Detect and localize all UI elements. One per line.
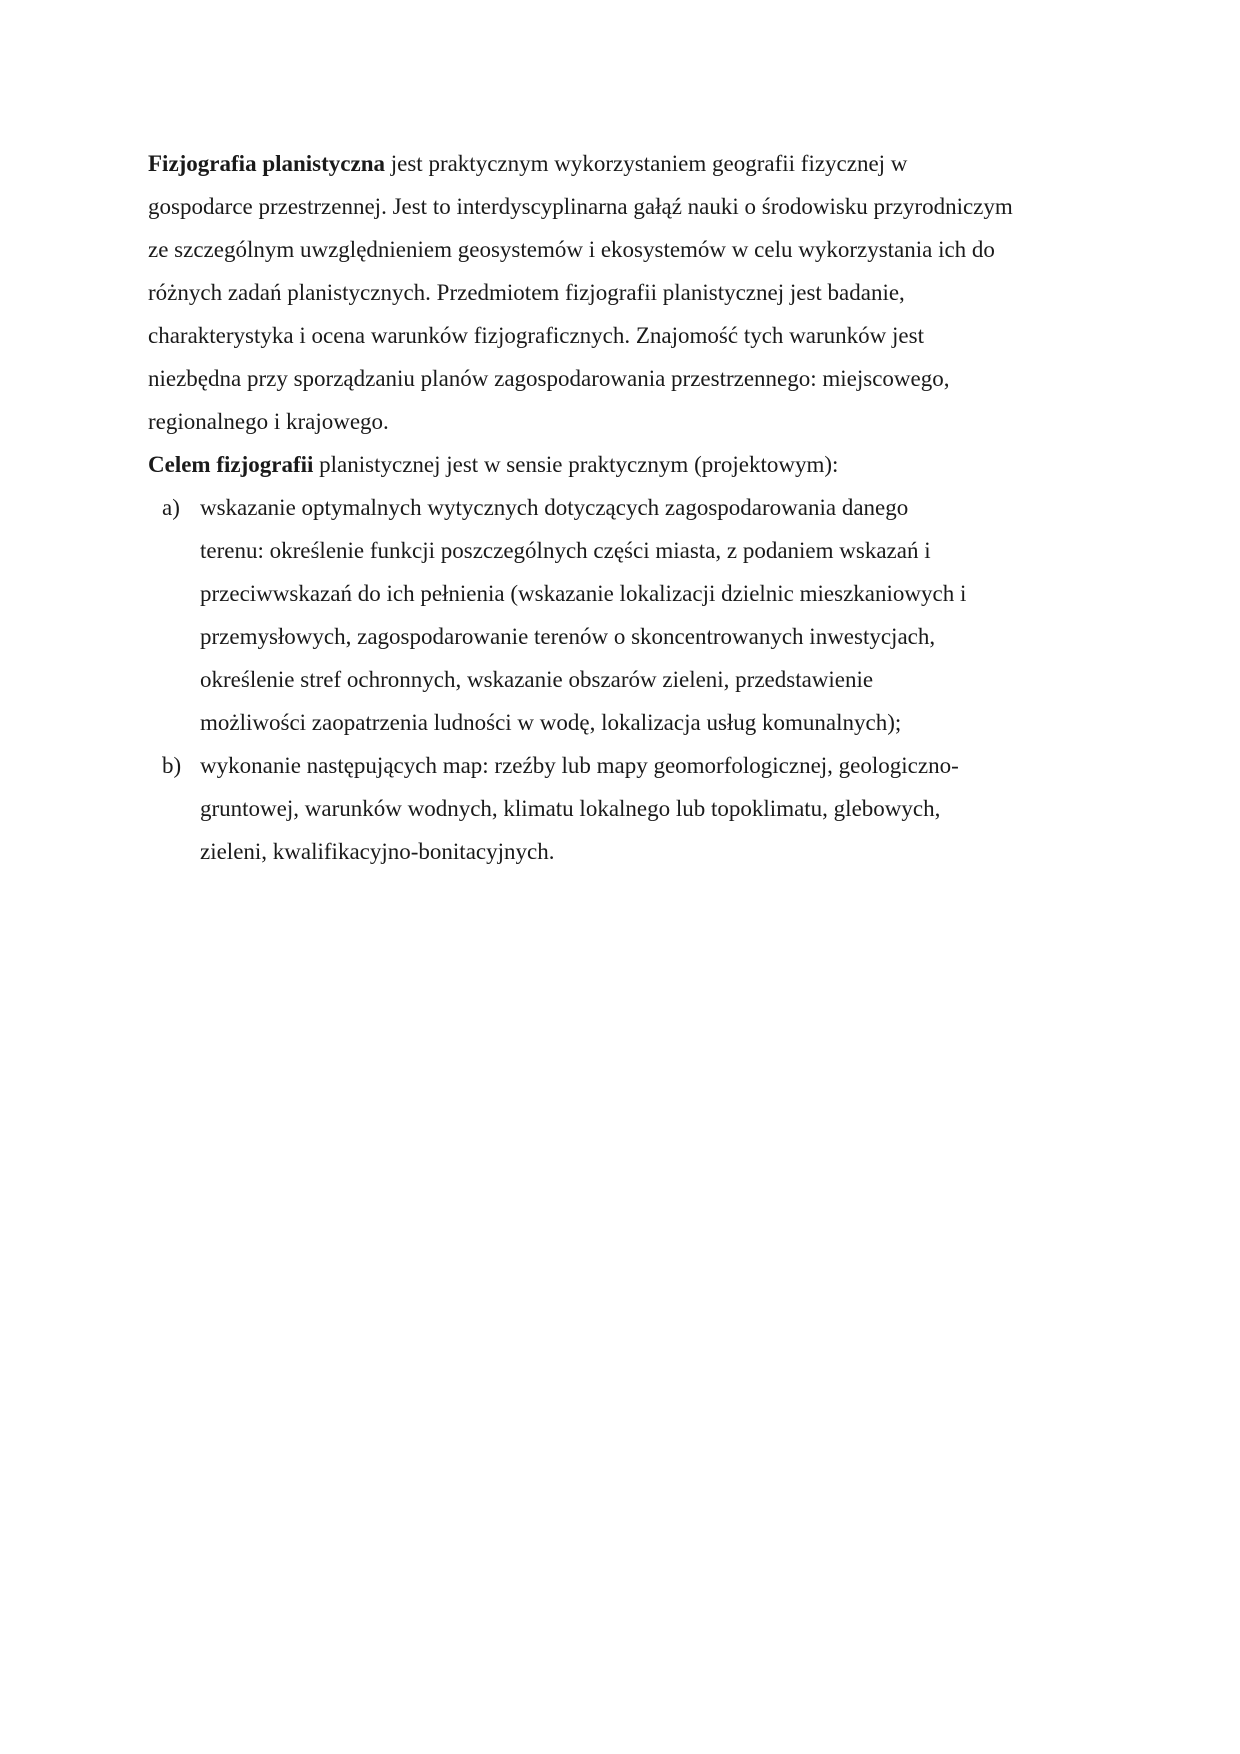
list-marker-a: a) <box>162 495 180 520</box>
goal-list <box>148 486 1108 873</box>
list-marker-b: b) <box>162 753 182 778</box>
list-b-line-1: wykonanie następujących map: rzeźby lub mapy geomorfologicznej, geologiczno- <box>200 753 959 778</box>
list-a-line-6: możliwości zaopatrzenia ludności w wodę, lokalizacja usług komunalnych); <box>200 710 902 735</box>
goal-paragraph <box>148 443 1108 486</box>
list-a-line-3: przeciwwskazań do ich pełnienia (wskazanie lokalizacji dzielnic mieszkaniowych i <box>200 581 967 606</box>
document-page <box>148 142 1108 873</box>
list-item-b <box>148 744 1108 873</box>
intro-lead-bold: Fizjografia planistyczna <box>148 151 385 176</box>
intro-paragraph <box>148 142 1108 443</box>
intro-line-4: różnych zadań planistycznych. Przedmiotem fizjografii planistycznej jest badanie, <box>148 280 905 305</box>
list-item-a <box>148 486 1108 744</box>
intro-line-5: charakterystyka i ocena warunków fizjograficznych. Znajomość tych warunków jest <box>148 323 924 348</box>
goal-rest-text: planistycznej jest w sensie praktycznym (projektowym): <box>313 452 839 477</box>
list-b-line-2: gruntowej, warunków wodnych, klimatu lokalnego lub topoklimatu, glebowych, <box>200 796 941 821</box>
intro-line-2: gospodarce przestrzennej. Jest to interdyscyplinarna gałąź nauki o środowisku przyrodniczym <box>148 194 1013 219</box>
list-a-line-1: wskazanie optymalnych wytycznych dotyczących zagospodarowania danego <box>200 495 909 520</box>
intro-line-6: niezbędna przy sporządzaniu planów zagospodarowania przestrzennego: miejscowego, <box>148 366 950 391</box>
intro-line-1 <box>148 142 1108 185</box>
list-b-line-3: zieleni, kwalifikacyjno-bonitacyjnych. <box>200 839 555 864</box>
list-a-line-2: terenu: określenie funkcji poszczególnych części miasta, z podaniem wskazań i <box>200 538 931 563</box>
goal-line <box>148 443 1108 486</box>
list-a-line-5: określenie stref ochronnych, wskazanie obszarów zieleni, przedstawienie <box>200 667 874 692</box>
goal-lead-bold: Celem fizjografii <box>148 452 314 477</box>
list-a-line-4: przemysłowych, zagospodarowanie terenów o skoncentrowanych inwestycjach, <box>200 624 936 649</box>
intro-line-7: regionalnego i krajowego. <box>148 409 389 434</box>
intro-line-3: ze szczególnym uwzględnieniem geosystemów i ekosystemów w celu wykorzystania ich do <box>148 237 995 262</box>
intro-line-1-text: jest praktycznym wykorzystaniem geografii fizycznej w <box>385 151 908 176</box>
